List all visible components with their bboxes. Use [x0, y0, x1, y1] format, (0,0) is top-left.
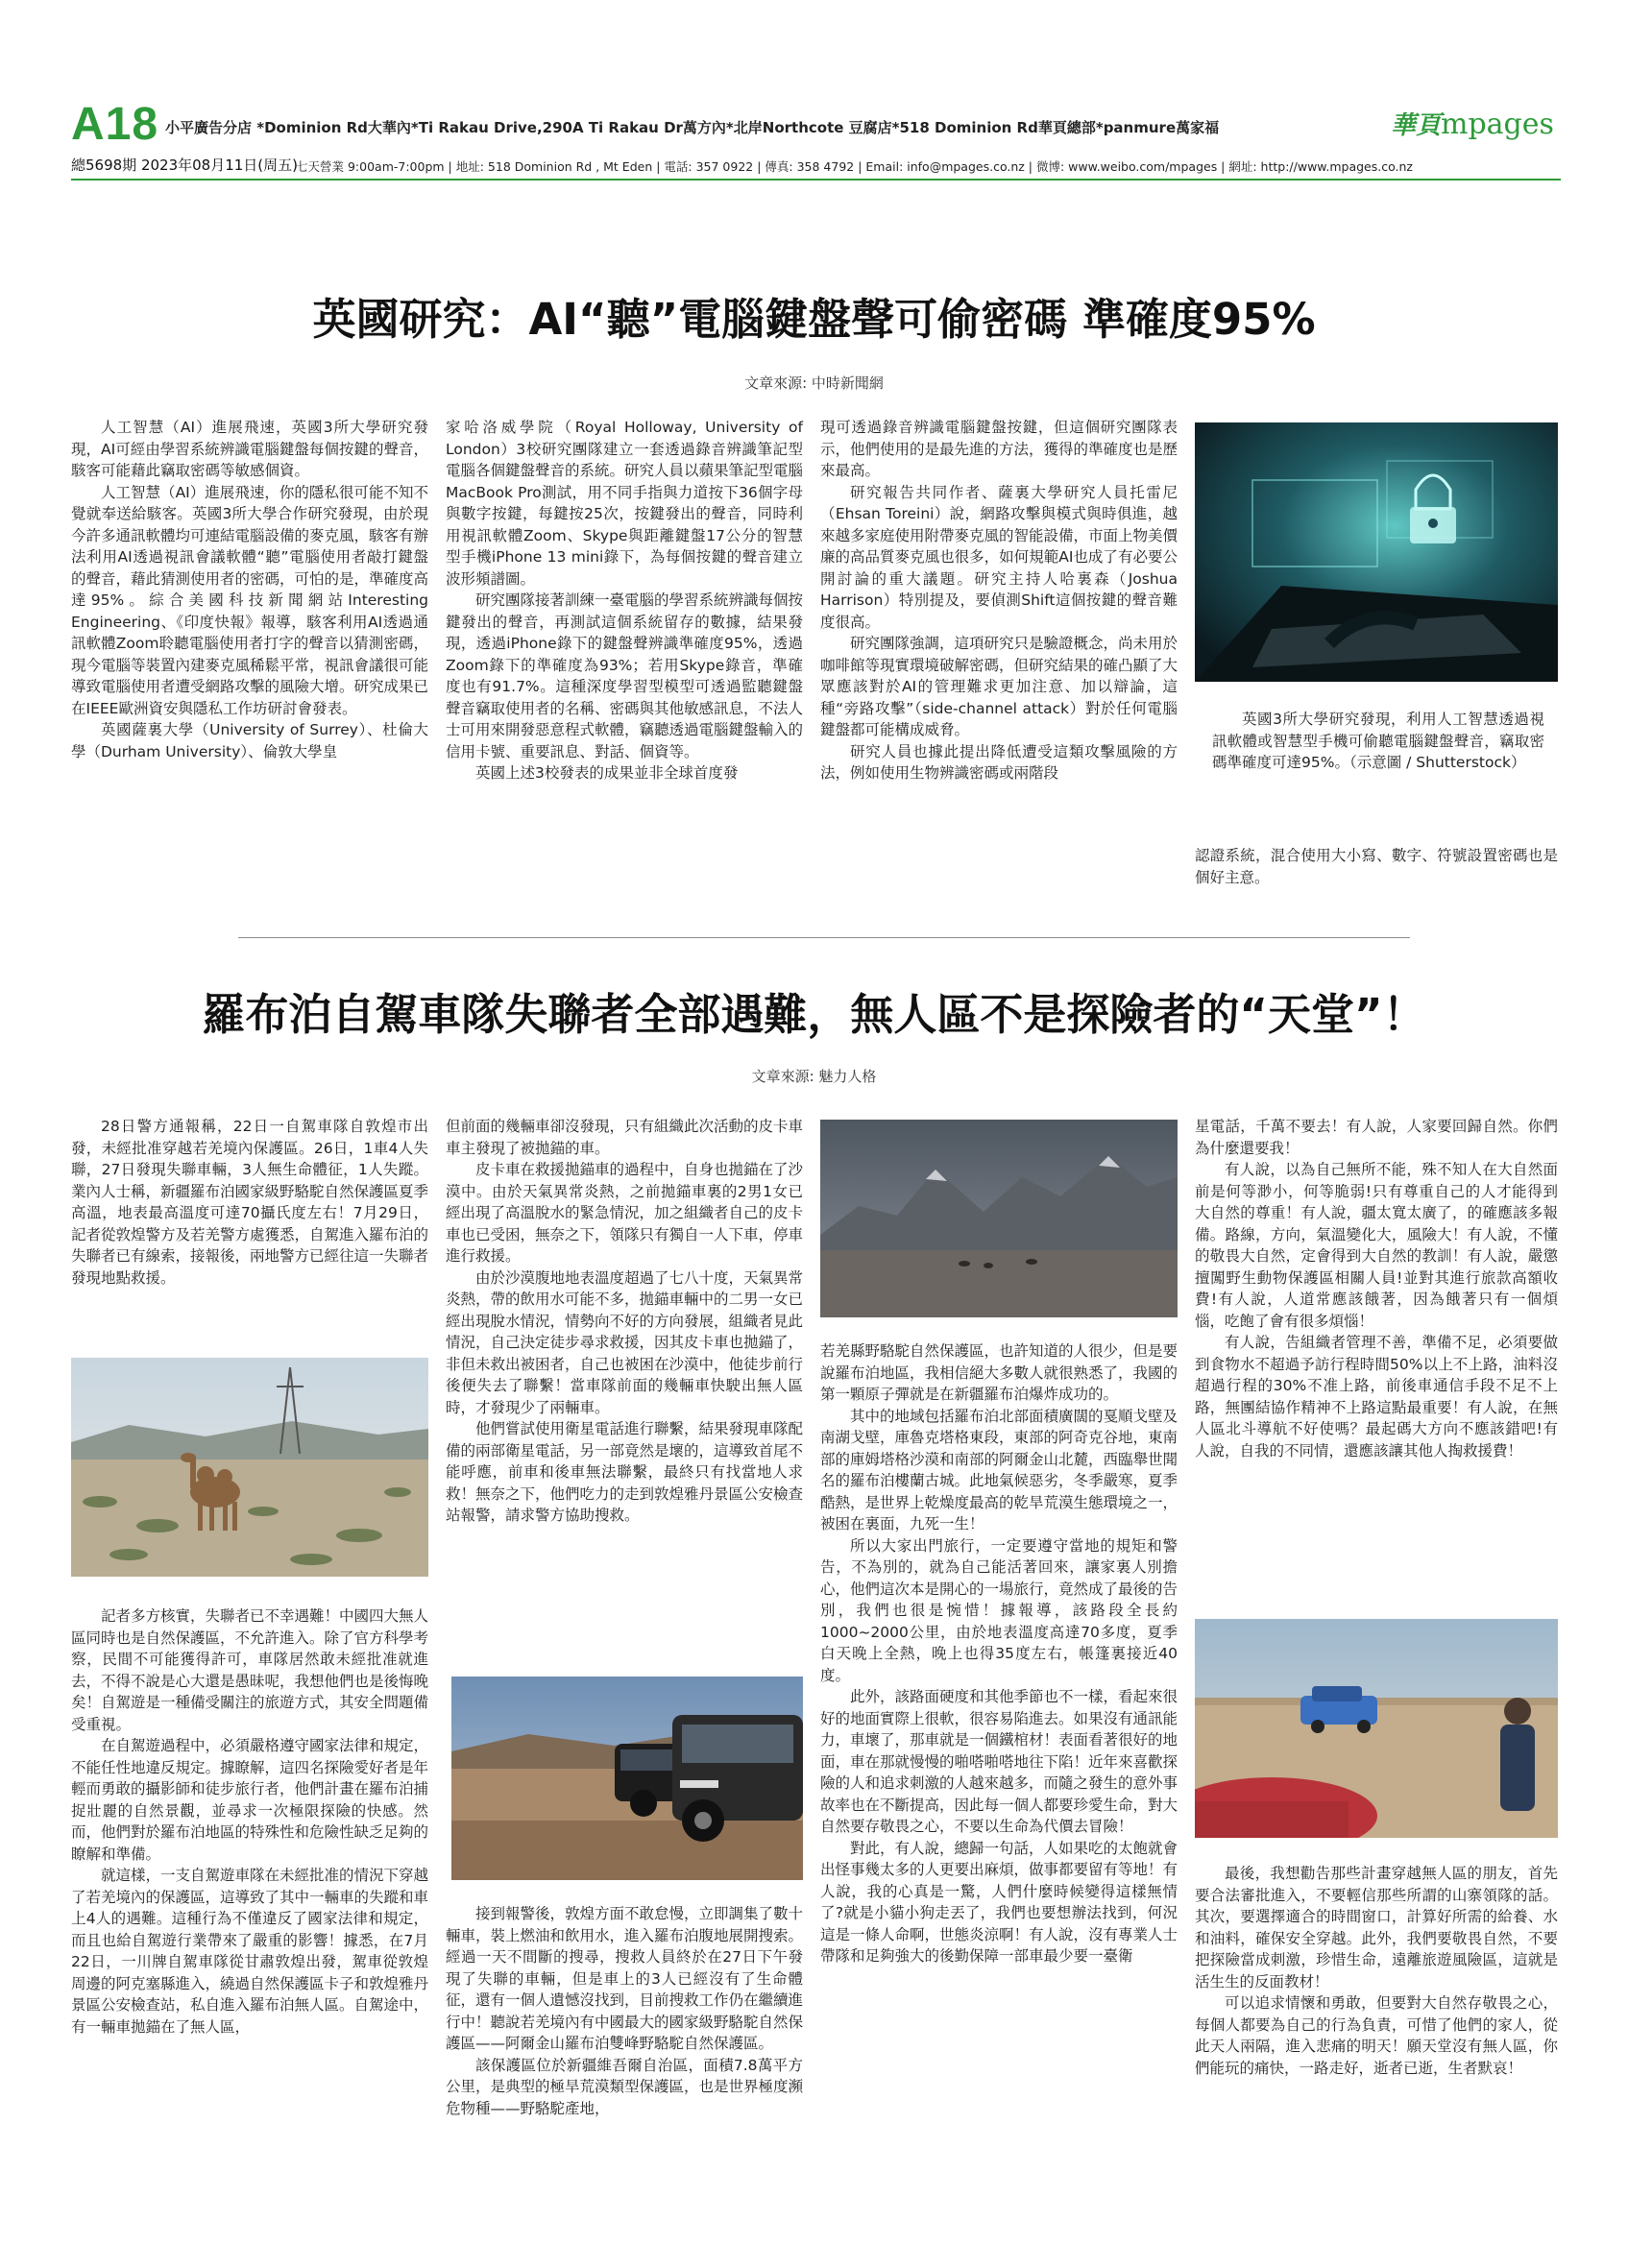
paragraph: 英國上述3校發表的成果並非全球首度發 — [475, 764, 739, 782]
paragraph: 28日警方通報稱，22日一自駕車隊自敦煌市出發，未經批准穿越若羌境內保護區。26日，1車4人失聯，27日發現失聯車輛，3人無生命體征，1人失蹤。業內人士稱，新疆羅布泊國家級野駱駝自然保護區夏季高溫，地表最高溫度可達70攝氏度左右！7月29日，記者從敦煌警方及若羌警方處獲悉，自駕進入羅布泊的失聯者已有線索，接報後，兩地警方已經往這一失聯者發現地點救援。 — [71, 1118, 429, 1287]
paragraph: 家哈洛威學院（Royal Holloway, University of London）3校研究團隊建立一套透過錄音辨識筆記型電腦各個鍵盤聲音的系統。研究人員以蘋果筆記型電腦MacBook Pro測試，用不同手指與力道按下36個字母與數字按鍵，每鍵按25次，按鍵發出的聲音，同時利用視訊軟體Zoom、Skype與距離鍵盤17公分的智慧型手機iPhone 13 mini錄下，為每個按鍵的聲音建立波形頻譜圖。 — [446, 419, 804, 588]
paragraph: 此外，該路面硬度和其他季節也不一樣，看起來很好的地面實際上很軟，很容易陷進去。如果沒有通訊能力，車壞了，那車就是一個鐵棺材！表面看著很好的地面，車在那就慢慢的啪嗒啪嗒地往下陷！近年來喜歡探險的人和追求刺激的人越來越多，而隨之發生的意外事故率也在不斷提高，因此每一個人都要珍愛生命，對大自然要存敬畏之心，不要以生命為代價去冒險！ — [820, 1688, 1178, 1835]
article2-column-4-top — [1195, 1116, 1558, 1461]
paragraph: 現可透過錄音辨識電腦鍵盤按鍵，但這個研究團隊表示，他們使用的是最先進的方法，獲得的準確度也是歷來最高。 — [820, 419, 1178, 479]
article1-column-4 — [1195, 845, 1558, 888]
store-locations: 小平廣告分店 *Dominion Rd大華內*Ti Rakau Drive,290A Ti Rakau Dr萬方內*北岸Northcote 豆腐店*518 Dominion Rd華頁總部*panmure萬家福 — [165, 119, 1220, 136]
paragraph: 人工智慧（AI）進展飛速，你的隱私很可能不知不覺就奉送給駭客。英國3所大學合作研究發現，由於現今許多通訊軟體均可連結電腦設備的麥克風，駭客有辦法利用AI透過視訊會議軟體“聽”電腦使用者敲打鍵盤的聲音，藉此猜測使用者的密碼，可怕的是，準確度高達95%。綜合美國科技新聞網站Interesting Engineering、《印度快報》報導，駭客利用AI透過通訊軟體Zoom聆聽電腦使用者打字的聲音以猜測密碼，現今電腦等裝置內建麥克風稀鬆平常，視訊會議很可能導致電腦使用者遭受網路攻擊的風險大增。研究成果已在IEEE歐洲資安與隱私工作坊研討會發表。 — [71, 483, 429, 717]
article2-column-1-top — [71, 1116, 428, 1289]
issue-date: 總5698期 2023年08月11日(周五) — [71, 157, 298, 174]
paragraph: 有人說，告組織者管理不善，準備不足，必須要做到食物水不超過予訪行程時間50%以上不上路，油料沒超過行程的30%不准上路，前後車通信手段不足不上路，無團結協作精神不上路這點最重要！有人說，在無人區北斗導航不好使嗎？最起碼大方向不應該錯吧!有人說，自我的不同情，還應該讓其他人掏救援費！ — [1195, 1334, 1558, 1460]
logo-brand: 華頁 — [1391, 111, 1442, 140]
mountain-desert-image — [820, 1120, 1178, 1317]
article2-column-4-bottom — [1195, 1863, 1558, 2079]
camel-desert-image — [71, 1358, 428, 1577]
article1-source: 文章來源: 中時新聞網 — [744, 374, 884, 392]
article2-column-3 — [820, 1340, 1178, 1967]
paragraph: 由於沙漠腹地地表溫度超過了七八十度，天氣異常炎熱，帶的飲用水可能不多，拋錨車輛中的二男一女已經出現脫水情況，情勢向不好的方向發展，組織者見此情況，自己決定徒步尋求救援，因其皮卡車也拋錨了，非但未救出被困者，自己也被困在沙漠中，他徒步前行後便失去了聯繫！當車隊前面的幾輛車快駛出無人區時，才發現少了兩輛車。 — [446, 1268, 804, 1416]
article2-column-2-bottom — [446, 1903, 803, 2119]
paragraph: 研究團隊接著訓練一臺電腦的學習系統辨識每個按鍵發出的聲音，再測試這個系統留存的數據，結果發現，透過iPhone錄下的鍵盤聲辨識準確度95%，透過Zoom錄下的準確度為93%；若用Skype錄音，準確度也有91.7%。這種深度學習型模型可透過監聽鍵盤聲音竊取使用者的名稱、密碼與其他敏感訊息，不法人士可用來開發惡意程式軟體，竊聽透過電腦鍵盤輸入的信用卡號、重要訊息、對話、個資等。 — [446, 591, 804, 760]
article1-caption: 英國3所大學研究發現，利用人工智慧透過視訊軟體或智慧型手機可偷聽電腦鍵盤聲音，竊取密碼準確度可達95%。（示意圖 / Shutterstock） — [1212, 711, 1544, 771]
paragraph: 其中的地域包括羅布泊北部面積廣闊的戛順戈壁及南湖戈壁，庫魯克塔格東段，東部的阿奇克谷地，東南部的庫姆塔格沙漠和南部的阿爾金山北麓，西臨舉世聞名的羅布泊樓蘭古城。此地氣候惡劣，冬季嚴寒，夏季酷熱，是世界上乾燥度最高的乾旱荒漠生態環境之一，被困在裏面，九死一生！ — [820, 1407, 1178, 1532]
paragraph: 可以追求情懷和勇敢，但要對大自然存敬畏之心，每個人都要為自己的行為負責，可惜了他們的家人，從此天人兩隔，進入悲痛的明天！願天堂沒有無人區，你們能玩的痛快，一路走好，逝者已逝，生者默哀！ — [1195, 1994, 1558, 2077]
article2-column-1-bottom — [71, 1605, 428, 2038]
paragraph: 記者多方核實，失聯者已不幸遇難！中國四大無人區同時也是自然保護區，不允許進入。除了官方科學考察，民間不可能獲得許可，車隊居然敢未經批准就進去，不得不說是心大還是愚昧呢，我想他們也是後悔晚矣！自駕遊是一種備受關注的旅遊方式，其安全問題備受重視。 — [71, 1607, 429, 1733]
paragraph: 但前面的幾輛車卻沒發現，只有組織此次活動的皮卡車車主發現了被拋錨的車。 — [446, 1118, 804, 1157]
paragraph: 研究報告共同作者、薩裏大學研究人員托雷尼（Ehsan Toreini）說，網路攻擊與模式與時俱進，越來越多家庭使用附帶麥克風的智能設備，市面上物美價廉的高品質麥克風也很多，如何規範AI也成了有必要公開討論的重大議題。研究主持人哈裏森（Joshua Harrison）特別提及，要偵測Shift這個按鍵的聲音難度很高。 — [820, 483, 1178, 631]
paragraph: 有人說，以為自己無所不能，殊不知人在大自然面前是何等渺小，何等脆弱!只有尊重自己的人才能得到大自然的尊重！有人說，疆太寬太廣了，的確應該多報備。路線，方向，氣溫變化大，風險大！有人說，不懂的敬畏大自然，定會得到大自然的教訓！有人說，嚴懲擅闖野生動物保護區相關人員!並對其進行旅款高額收費!有人說，人道常應該餓著，因為餓著只有一個煩惱，吃飽了會有很多煩惱！ — [1195, 1161, 1558, 1330]
paragraph: 英國薩裏大學（University of Surrey）、杜倫大學（Durham University）、倫敦大學皇 — [71, 721, 428, 760]
paragraph: 研究人員也據此提出降低遭受這類攻擊風險的方法，例如使用生物辨識密碼或兩階段 — [820, 742, 1178, 782]
paragraph: 研究團隊強調，這項研究只是驗證概念，尚未用於咖啡館等現實環境破解密碼，但研究結果的確凸顯了大眾應該對於AI的管理難求更加注意、加以辯論，這種“旁路攻擊”（side-channel attack）對於任何電腦鍵盤都可能構成威脅。 — [820, 635, 1178, 738]
stuck-car-desert-image — [1195, 1619, 1558, 1838]
paragraph: 對此，有人說，總歸一句話，人如果吃的太飽就會出怪事幾太多的人更要出麻煩，做事都要留有等地！有人說，我的心真是一驚，人們什麼時候變得這樣無情了?就是小貓小狗走丟了，我們也要想辦法找到，何況這是一條人命啊，世態炎涼啊！有人說，沒有專業人士帶隊和足夠強大的後勤保障一部車最少要一臺衛 — [820, 1839, 1178, 1965]
paragraph: 該保護區位於新疆維吾爾自治區，面積7.8萬平方公里，是典型的極旱荒漠類型保護區，也是世界極度瀕危物種——野駱駝產地， — [446, 2056, 804, 2117]
paragraph: 若羌縣野駱駝自然保護區，也許知道的人很少，但是要說羅布泊地區，我相信絕大多數人就很熟悉了，我國的第一顆原子彈就是在新疆羅布泊爆炸成功的。 — [820, 1342, 1178, 1403]
hacker-laptop-image — [1195, 422, 1558, 682]
article1-column-1 — [71, 417, 428, 762]
paragraph: 他們嘗試使用衛星電話進行聯繫，結果發現車隊配備的兩部衛星電話，另一部竟然是壞的，這導致首尾不能呼應，前車和後車無法聯繫，最終只有找當地人求救！無奈之下，他們吃力的走到敦煌雅丹景區公安檢查站報警，請求警方協助搜救。 — [446, 1420, 804, 1524]
contact-info: 七天營業 9:00am-7:00pm | 地址: 518 Dominion Rd , Mt Eden | 電話: 357 0922 | 傳真: 358 4792 | Email: info@mpages.co.nz | 微博: www.weibo.com/mpages | 網址: http://www.mpages.co.nz — [296, 159, 1413, 174]
article1-headline: 英國研究：AI“聽”電腦鍵盤聲可偷密碼 準確度95% — [312, 294, 1316, 345]
paragraph: 在自駕遊過程中，必須嚴格遵守國家法律和規定，不能任性地違反規定。據瞭解，這四名探險愛好者是年輕而勇敢的攝影師和徒步旅行者，他們計畫在羅布泊捕捉壯麗的自然景觀，並尋求一次極限探險的快感。然而，他們對於羅布泊地區的特殊性和危險性缺乏足夠的瞭解和準備。 — [71, 1737, 429, 1863]
paragraph: 就這樣，一支自駕遊車隊在未經批准的情況下穿越了若羌境內的保護區，這導致了其中一輛車的失蹤和車上4人的遇難。這種行為不僅違反了國家法律和規定，而且也給自駕遊行業帶來了嚴重的影響！據悉，在7月22日，一川牌自駕車隊從甘肅敦煌出發，駕車從敦煌周邊的阿克塞縣進入，繞過自然保護區卡子和敦煌雅丹景區公安檢查站，私自進入羅布泊無人區。自駕途中，有一輛車拋錨在了無人區， — [71, 1867, 429, 2036]
convoy-suv-image — [451, 1677, 803, 1880]
masthead-rule — [71, 179, 1561, 181]
logo-text: mpages — [1441, 108, 1554, 141]
paragraph: 最後，我想勸告那些計畫穿越無人區的朋友，首先要合法審批進入，不要輕信那些所謂的山寨領隊的話。其次，要選擇適合的時間窗口，計算好所需的給養、水和油料，確保安全穿越。此外，我們要敬畏自然，不要把探險當成刺激，珍惜生命，遠離旅遊風險區，這就是活生生的反面教材！ — [1195, 1865, 1558, 1991]
article2-column-2-top — [446, 1116, 803, 1527]
paragraph: 所以大家出門旅行，一定要遵守當地的規矩和警告，不為別的，就為自己能活著回來，讓家裏人別擔心，他們這次本是開心的一場旅行，竟然成了最後的告別，我們也很是惋惜！據報導，該路段全長約1000~2000公里，由於地表溫度高達70多度，夏季白天晚上全熱，晚上也得35度左右，帳篷裏接近40度。 — [820, 1536, 1178, 1684]
paragraph: 認證系統，混合使用大小寫、數字、符號設置密碼也是個好主意。 — [1195, 847, 1558, 886]
paragraph: 皮卡車在救援拋錨車的過程中，自身也拋錨在了沙漠中。由於天氣異常炎熱，之前拋錨車裏的2男1女已經出現了高溫脫水的緊急情況，加之組織者自己的皮卡車也已受困，無奈之下，領隊只有獨自一人下車，停車進行救援。 — [446, 1161, 804, 1265]
mpages-logo — [1391, 106, 1554, 141]
paragraph: 接到報警後，敦煌方面不敢怠慢，立即調集了數十輛車，裝上燃油和飲用水，進入羅布泊腹地展開搜索。經過一天不間斷的搜尋，搜救人員終於在27日下午發現了失聯的車輛，但是車上的3人已經沒有了生命體征，還有一個人遺憾沒找到，目前搜救工作仍在繼續進行中！聽說若羌境內有中國最大的國家級野駱駝自然保護區——阿爾金山羅布泊雙峰野駱駝自然保護區。 — [446, 1905, 804, 2052]
page-number: A18 — [71, 99, 159, 150]
article-divider — [238, 937, 1410, 938]
paragraph: 星電話，千萬不要去！有人說，人家要回歸自然。你們為什麼還要我！ — [1195, 1118, 1558, 1157]
article2-headline: 羅布泊自駕車隊失聯者全部遇難，無人區不是探險者的“天堂”！ — [202, 989, 1426, 1040]
article2-source: 文章來源: 魅力人格 — [751, 1068, 877, 1085]
article1-column-2 — [446, 417, 803, 784]
article1-column-3 — [820, 417, 1178, 784]
paragraph: 人工智慧（AI）進展飛速，英國3所大學研究發現，AI可經由學習系統辨識電腦鍵盤每個按鍵的聲音，駭客可能藉此竊取密碼等敏感個資。 — [71, 419, 428, 479]
